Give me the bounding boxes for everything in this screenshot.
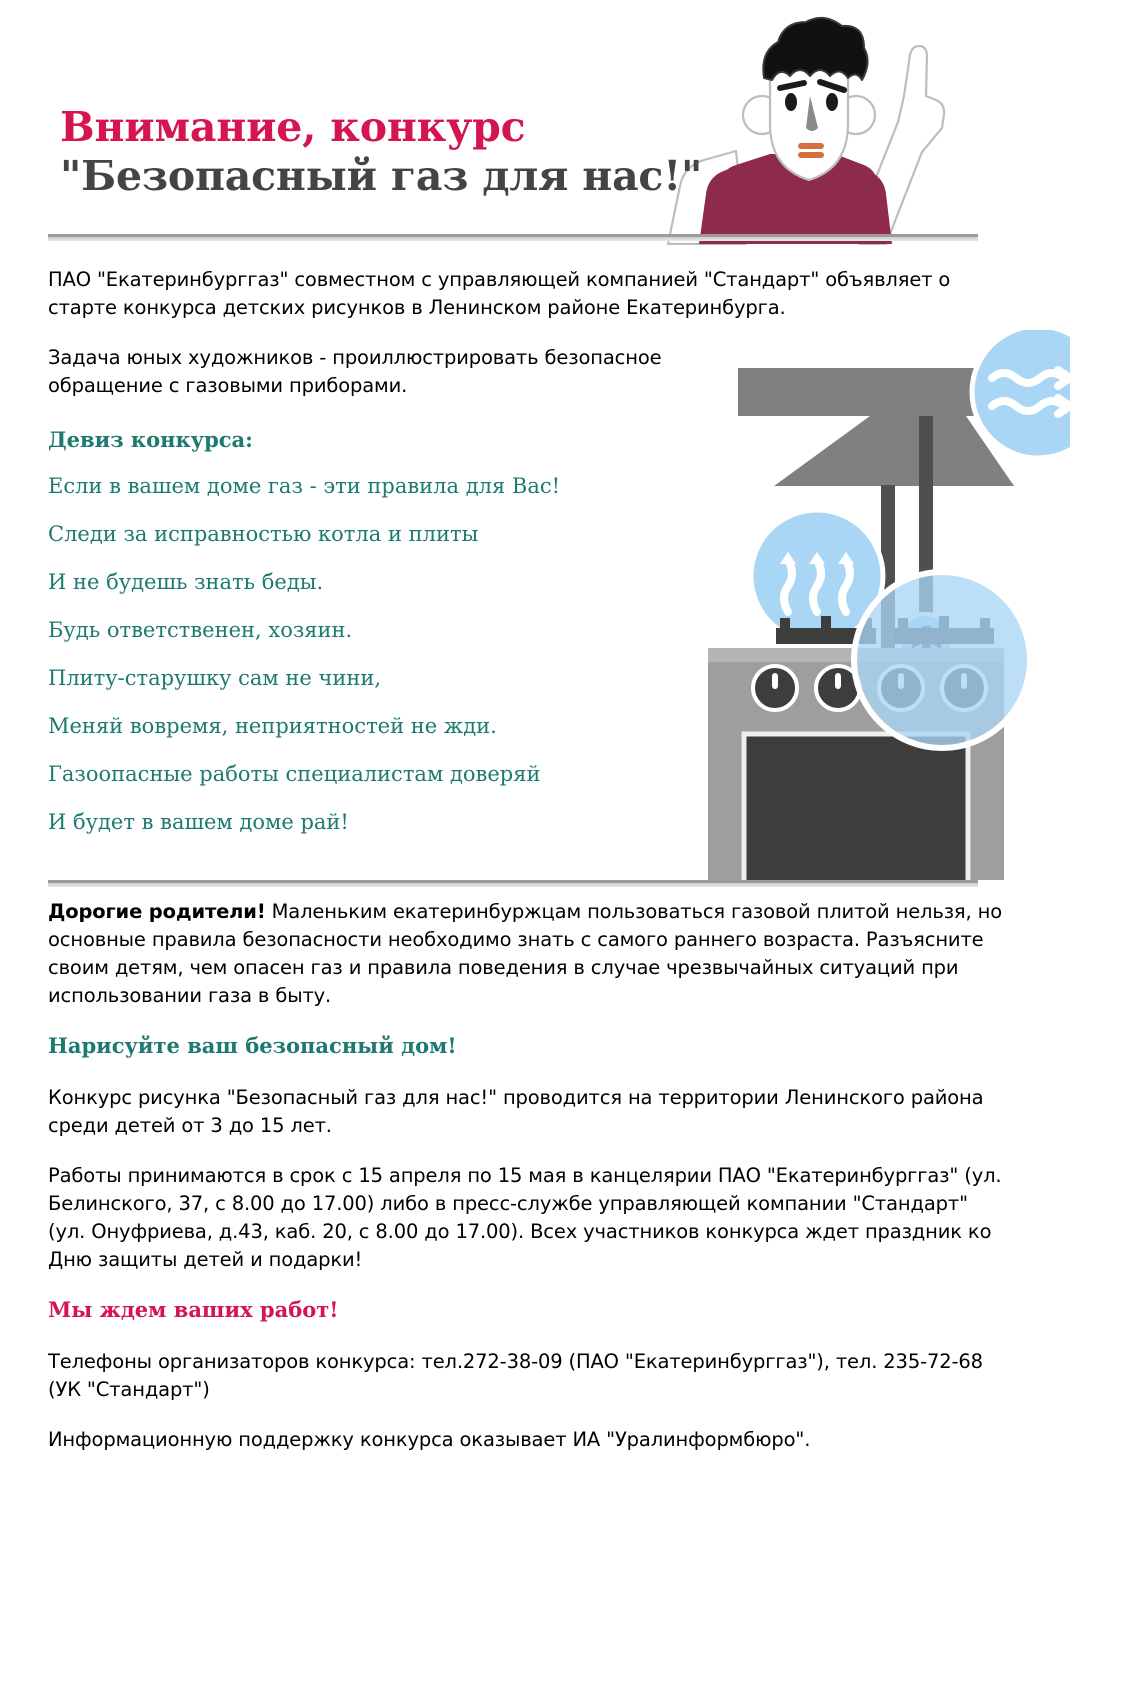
task-paragraph: Задача юных художников - проиллюстрировать безопасное обращение с газовыми приборами. bbox=[48, 346, 662, 397]
draw-heading: Нарисуйте ваш безопасный дом! bbox=[48, 1033, 457, 1058]
divider-middle bbox=[48, 880, 978, 887]
motto-line: И будет в вашем доме рай! bbox=[48, 810, 349, 834]
title-line-2: "Безопасный газ для нас!" bbox=[60, 152, 703, 200]
contest-scope-paragraph: Конкурс рисунка "Безопасный газ для нас!" проводится на территории Ленинского района среди детей от 3 до 15 лет. bbox=[48, 1086, 984, 1137]
upper-content bbox=[48, 266, 1008, 856]
parents-bold-lead: Дорогие родители! bbox=[48, 900, 266, 923]
poster-header bbox=[0, 0, 1134, 250]
motto-line: Будь ответственен, хозяин. bbox=[48, 618, 353, 642]
motto-line: Газоопасные работы специалистам доверяй bbox=[48, 762, 541, 786]
parents-body-text: Маленьким екатеринбуржцам пользоваться газовой плитой нельзя, но основные правила безопасности необходимо знать с самого раннего возраста. Разъясните своим детям, чем опасен газ и правила поведения в случае чрезвычайных ситуаций при использовании газа в быту. bbox=[48, 900, 1002, 1007]
eye-left-icon bbox=[785, 93, 797, 111]
title-line-1: Внимание, конкурс bbox=[60, 103, 526, 151]
motto-block bbox=[48, 426, 668, 836]
poster-title bbox=[60, 103, 760, 201]
phones-paragraph: Телефоны организаторов конкурса: тел.272-38-09 (ПАО "Екатеринбурггаз"), тел. 235-72-68 (УК "Стандарт") bbox=[48, 1350, 983, 1401]
intro-paragraph: ПАО "Екатеринбурггаз" совместном с управляющей компанией "Стандарт" объявляет о старте конкурса детских рисунков в Ленинском районе Екатеринбурга. bbox=[48, 268, 951, 319]
motto-heading: Девиз конкурса: bbox=[48, 427, 253, 452]
motto-line: Следи за исправностью котла и плиты bbox=[48, 522, 479, 546]
waiting-heading: Мы ждем ваших работ! bbox=[48, 1297, 339, 1322]
submission-paragraph: Работы принимаются в срок с 15 апреля по 15 мая в канцелярии ПАО "Екатеринбурггаз" (ул. Белинского, 37, с 8.00 до 17.00) либо в пресс-службе управляющей компании "Стандарт" (ул. Онуфриева, д.43, каб. 20, с 8.00 до 17.00). Всех участников конкурса ждет праздник ко Дню защиты детей и подарки! bbox=[48, 1164, 1002, 1271]
motto-line: Если в вашем доме газ - эти правила для Вас! bbox=[48, 474, 561, 498]
motto-line: Меняй вовремя, неприятностей не жди. bbox=[48, 714, 497, 738]
info-support-paragraph: Информационную поддержку конкурса оказывает ИА "Уралинформбюро". bbox=[48, 1428, 811, 1451]
parents-paragraph bbox=[48, 898, 1008, 1010]
lower-content bbox=[48, 898, 1008, 1476]
divider-top bbox=[48, 234, 978, 241]
motto-line: И не будешь знать беды. bbox=[48, 570, 324, 594]
hair-icon bbox=[763, 18, 867, 80]
eye-right-icon bbox=[826, 93, 838, 111]
motto-line: Плиту-старушку сам не чини, bbox=[48, 666, 382, 690]
